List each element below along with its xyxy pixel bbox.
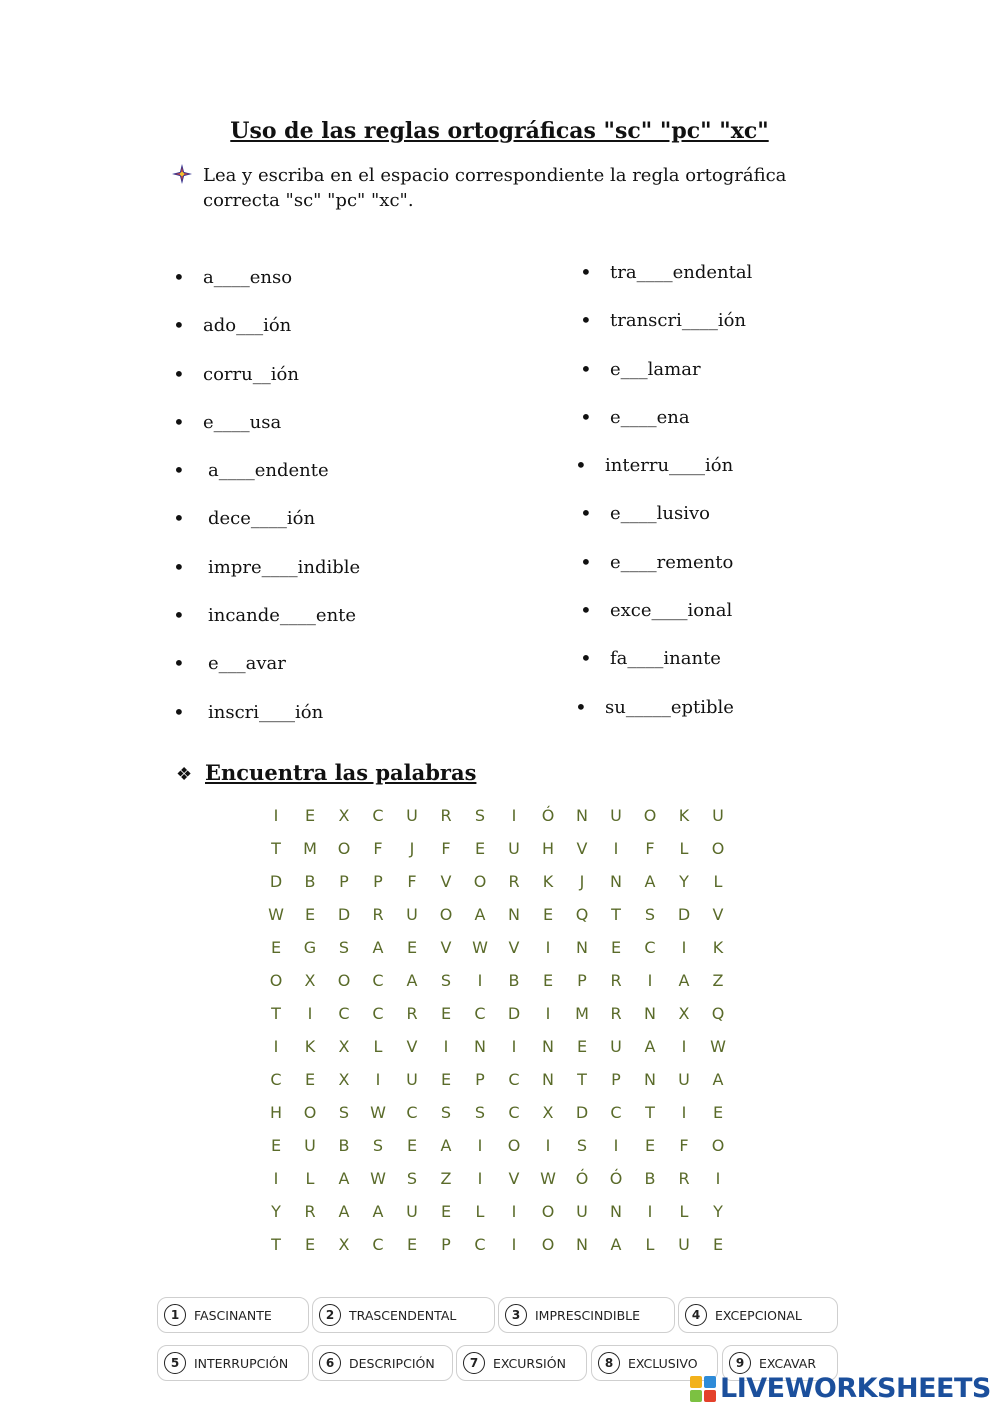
word-list-item <box>678 1297 838 1333</box>
grid-letter[interactable]: Ó <box>575 1169 589 1188</box>
grid-row <box>259 799 735 832</box>
grid-letter[interactable]: I <box>647 1202 653 1221</box>
grid-letter[interactable]: R <box>508 872 520 891</box>
grid-letter[interactable]: E <box>610 938 622 957</box>
grid-letter[interactable]: U <box>406 1202 418 1221</box>
grid-letter[interactable]: I <box>477 1169 483 1188</box>
grid-letter[interactable]: O <box>643 806 657 825</box>
grid-row <box>259 865 735 898</box>
grid-letter[interactable]: B <box>644 1169 656 1188</box>
grid-letter[interactable]: P <box>577 971 587 990</box>
fill-in-word[interactable]: • e____lusivo <box>610 503 752 551</box>
word-label: EXCEPCIONAL <box>715 1307 802 1323</box>
grid-letter[interactable]: I <box>477 1136 483 1155</box>
fill-in-word[interactable]: • ado___ión <box>203 315 360 363</box>
word-label: EXCURSIÓN <box>493 1355 566 1371</box>
grid-letter[interactable]: T <box>611 905 621 924</box>
grid-letter[interactable]: A <box>372 938 384 957</box>
grid-letter[interactable]: S <box>338 1103 350 1122</box>
grid-letter[interactable]: O <box>337 971 351 990</box>
grid-letter[interactable]: A <box>406 971 418 990</box>
grid-letter[interactable]: I <box>681 1037 687 1056</box>
grid-letter[interactable]: E <box>542 971 554 990</box>
grid-letter[interactable]: U <box>712 806 724 825</box>
grid-letter[interactable]: L <box>713 872 723 891</box>
word-number: 9 <box>729 1352 751 1374</box>
grid-letter[interactable]: R <box>610 1004 622 1023</box>
grid-letter[interactable]: E <box>304 1235 316 1254</box>
grid-letter[interactable]: U <box>508 839 520 858</box>
fill-in-word[interactable]: • e___avar <box>203 653 360 701</box>
section-title: Encuentra las palabras <box>205 760 477 785</box>
grid-letter[interactable]: I <box>681 938 687 957</box>
grid-letter[interactable]: X <box>338 806 350 825</box>
grid-letter[interactable]: W <box>472 938 488 957</box>
grid-letter[interactable]: P <box>611 1070 621 1089</box>
grid-letter[interactable]: I <box>681 1103 687 1122</box>
grid-letter[interactable]: V <box>576 839 588 858</box>
fill-in-word[interactable]: • a____enso <box>203 267 360 315</box>
grid-letter[interactable]: C <box>372 1235 384 1254</box>
grid-letter[interactable]: D <box>575 1103 589 1122</box>
grid-letter[interactable]: U <box>406 905 418 924</box>
word-number: 3 <box>505 1304 527 1326</box>
grid-letter[interactable]: I <box>613 1136 619 1155</box>
grid-letter[interactable]: U <box>576 1202 588 1221</box>
grid-letter[interactable]: C <box>338 1004 350 1023</box>
grid-letter[interactable]: L <box>645 1235 655 1254</box>
left-word-list <box>203 267 360 750</box>
word-number: 4 <box>685 1304 707 1326</box>
grid-letter[interactable]: J <box>409 839 415 858</box>
grid-letter[interactable]: A <box>440 1136 452 1155</box>
grid-letter[interactable]: N <box>610 1202 622 1221</box>
grid-letter[interactable]: F <box>407 872 417 891</box>
grid-letter[interactable]: W <box>370 1103 386 1122</box>
grid-letter[interactable]: O <box>711 1136 725 1155</box>
grid-letter[interactable]: E <box>712 1235 724 1254</box>
grid-letter[interactable]: I <box>511 1202 517 1221</box>
grid-letter[interactable]: K <box>304 1037 316 1056</box>
sparkle-bullet-icon <box>172 164 192 184</box>
grid-letter[interactable]: R <box>304 1202 316 1221</box>
grid-letter[interactable]: F <box>441 839 451 858</box>
fill-in-word[interactable]: • e____remento <box>610 552 752 600</box>
word-number: 7 <box>463 1352 485 1374</box>
grid-letter[interactable]: O <box>541 1235 555 1254</box>
grid-letter[interactable]: V <box>508 938 520 957</box>
logo-block <box>690 1390 702 1402</box>
fill-in-word[interactable]: • tra____endental <box>610 262 752 310</box>
grid-letter[interactable]: M <box>575 1004 589 1023</box>
grid-letter[interactable]: H <box>269 1103 283 1122</box>
grid-letter[interactable]: L <box>679 839 689 858</box>
grid-letter[interactable]: U <box>610 806 622 825</box>
grid-letter[interactable]: A <box>372 1202 384 1221</box>
word-label: EXCAVAR <box>759 1355 817 1371</box>
grid-letter[interactable]: I <box>545 1004 551 1023</box>
grid-letter[interactable]: C <box>372 1004 384 1023</box>
grid-letter[interactable]: B <box>508 971 520 990</box>
grid-letter[interactable]: E <box>542 905 554 924</box>
grid-letter[interactable]: S <box>440 971 452 990</box>
grid-letter[interactable]: I <box>273 1037 279 1056</box>
grid-row <box>259 898 735 931</box>
grid-letter[interactable]: P <box>441 1235 451 1254</box>
grid-letter[interactable]: D <box>337 905 351 924</box>
grid-letter[interactable]: I <box>545 1136 551 1155</box>
grid-letter[interactable]: J <box>579 872 585 891</box>
grid-row <box>259 1030 735 1063</box>
grid-letter[interactable]: E <box>440 1202 452 1221</box>
grid-letter[interactable]: P <box>475 1070 485 1089</box>
grid-letter[interactable]: S <box>474 806 486 825</box>
grid-letter[interactable]: C <box>644 938 656 957</box>
grid-letter[interactable]: W <box>370 1169 386 1188</box>
grid-letter[interactable]: I <box>375 1070 381 1089</box>
grid-letter[interactable]: P <box>373 872 383 891</box>
page-title: Uso de las reglas ortográficas "sc" "pc" "xc" <box>230 118 769 144</box>
grid-letter[interactable]: Y <box>271 1202 281 1221</box>
diamond-bullet-icon: ❖ <box>176 764 193 785</box>
grid-row <box>259 964 735 997</box>
grid-letter[interactable]: R <box>678 1169 690 1188</box>
grid-row <box>259 832 735 865</box>
grid-row <box>259 1195 735 1228</box>
grid-letter[interactable]: R <box>406 1004 418 1023</box>
grid-letter[interactable]: E <box>304 905 316 924</box>
grid-letter[interactable]: E <box>406 938 418 957</box>
grid-letter[interactable]: F <box>645 839 655 858</box>
grid-letter[interactable]: L <box>373 1037 383 1056</box>
word-label: TRASCENDENTAL <box>349 1307 457 1323</box>
grid-letter[interactable]: I <box>477 971 483 990</box>
grid-letter[interactable]: E <box>474 839 486 858</box>
grid-letter[interactable]: O <box>439 905 453 924</box>
grid-letter[interactable]: E <box>440 1070 452 1089</box>
grid-letter[interactable]: C <box>474 1235 486 1254</box>
grid-letter[interactable]: Z <box>712 971 724 990</box>
grid-letter[interactable]: X <box>338 1070 350 1089</box>
grid-letter[interactable]: X <box>678 1004 690 1023</box>
grid-letter[interactable]: O <box>711 839 725 858</box>
fill-in-word[interactable]: • exce____ional <box>610 600 752 648</box>
fill-in-word[interactable]: • a____endente <box>203 460 360 508</box>
grid-letter[interactable]: Y <box>679 872 689 891</box>
grid-letter[interactable]: E <box>440 1004 452 1023</box>
word-list-item <box>498 1297 675 1333</box>
fill-in-word[interactable]: • inscri____ión <box>203 702 360 750</box>
grid-letter[interactable]: O <box>303 1103 317 1122</box>
grid-letter[interactable]: D <box>269 872 283 891</box>
grid-letter[interactable]: O <box>269 971 283 990</box>
grid-letter[interactable]: A <box>644 1037 656 1056</box>
grid-row <box>259 1129 735 1162</box>
grid-row <box>259 1096 735 1129</box>
fill-in-word[interactable]: • e___lamar <box>610 359 752 407</box>
grid-letter[interactable]: N <box>508 905 520 924</box>
grid-letter[interactable]: H <box>541 839 555 858</box>
grid-letter[interactable]: N <box>576 806 588 825</box>
word-label: EXCLUSIVO <box>628 1355 698 1371</box>
grid-letter[interactable]: U <box>406 1070 418 1089</box>
fill-in-word[interactable]: • transcri____ión <box>610 310 752 358</box>
grid-letter[interactable]: E <box>270 938 282 957</box>
grid-letter[interactable]: E <box>304 1070 316 1089</box>
word-search-grid[interactable] <box>259 799 735 1261</box>
grid-letter[interactable]: N <box>644 1004 656 1023</box>
grid-letter[interactable]: Q <box>575 905 589 924</box>
grid-letter[interactable]: O <box>541 1202 555 1221</box>
grid-letter[interactable]: Ó <box>609 1169 623 1188</box>
grid-letter[interactable]: A <box>644 872 656 891</box>
grid-letter[interactable]: B <box>304 872 316 891</box>
fill-in-word[interactable]: • su_____eptible <box>605 697 752 745</box>
grid-letter[interactable]: C <box>474 1004 486 1023</box>
grid-letter[interactable]: C <box>508 1103 520 1122</box>
grid-letter[interactable]: X <box>542 1103 554 1122</box>
grid-letter[interactable]: L <box>475 1202 485 1221</box>
grid-letter[interactable]: B <box>338 1136 350 1155</box>
grid-letter[interactable]: E <box>270 1136 282 1155</box>
grid-letter[interactable]: I <box>511 1235 517 1254</box>
grid-letter[interactable]: W <box>268 905 284 924</box>
grid-letter[interactable]: I <box>647 971 653 990</box>
fill-in-word[interactable]: • e____ena <box>610 407 752 455</box>
grid-letter[interactable]: A <box>610 1235 622 1254</box>
grid-letter[interactable]: R <box>440 806 452 825</box>
logo-block <box>704 1390 716 1402</box>
grid-row <box>259 931 735 964</box>
grid-letter[interactable]: I <box>511 806 517 825</box>
grid-letter[interactable]: N <box>542 1070 554 1089</box>
grid-row <box>259 1228 735 1261</box>
grid-letter[interactable]: X <box>338 1235 350 1254</box>
grid-letter[interactable]: S <box>644 905 656 924</box>
grid-letter[interactable]: X <box>304 971 316 990</box>
grid-letter[interactable]: Z <box>440 1169 452 1188</box>
grid-letter[interactable]: F <box>679 1136 689 1155</box>
grid-letter[interactable]: S <box>372 1136 384 1155</box>
grid-letter[interactable]: V <box>508 1169 520 1188</box>
grid-letter[interactable]: Ó <box>541 806 555 825</box>
grid-letter[interactable]: E <box>406 1235 418 1254</box>
grid-letter[interactable]: M <box>303 839 317 858</box>
grid-letter[interactable]: P <box>339 872 349 891</box>
grid-row <box>259 1063 735 1096</box>
grid-letter[interactable]: C <box>610 1103 622 1122</box>
grid-letter[interactable]: O <box>507 1136 521 1155</box>
grid-letter[interactable]: E <box>576 1037 588 1056</box>
grid-letter[interactable]: E <box>712 1103 724 1122</box>
grid-letter[interactable]: R <box>372 905 384 924</box>
word-number: 5 <box>164 1352 186 1374</box>
grid-row <box>259 997 735 1030</box>
word-list-item <box>312 1297 495 1333</box>
grid-letter[interactable]: C <box>508 1070 520 1089</box>
grid-letter[interactable]: V <box>440 938 452 957</box>
grid-letter[interactable]: A <box>712 1070 724 1089</box>
word-list-item <box>157 1297 309 1333</box>
grid-letter[interactable]: A <box>338 1202 350 1221</box>
grid-letter[interactable]: O <box>337 839 351 858</box>
grid-letter[interactable]: S <box>576 1136 588 1155</box>
grid-letter[interactable]: C <box>406 1103 418 1122</box>
word-number: 1 <box>164 1304 186 1326</box>
grid-letter[interactable]: A <box>338 1169 350 1188</box>
grid-letter[interactable]: V <box>406 1037 418 1056</box>
grid-letter[interactable]: U <box>678 1070 690 1089</box>
grid-letter[interactable]: T <box>271 1004 281 1023</box>
logo-text: LIVEWORKSHEETS <box>720 1373 991 1404</box>
grid-letter[interactable]: V <box>440 872 452 891</box>
grid-letter[interactable]: U <box>610 1037 622 1056</box>
logo-block <box>704 1376 716 1388</box>
grid-letter[interactable]: E <box>644 1136 656 1155</box>
grid-letter[interactable]: Y <box>713 1202 723 1221</box>
grid-letter[interactable]: I <box>443 1037 449 1056</box>
grid-letter[interactable]: V <box>712 905 724 924</box>
logo-block <box>690 1376 702 1388</box>
grid-letter[interactable]: N <box>542 1037 554 1056</box>
grid-letter[interactable]: I <box>511 1037 517 1056</box>
grid-letter[interactable]: N <box>610 872 622 891</box>
grid-letter[interactable]: A <box>474 905 486 924</box>
right-word-list <box>605 262 753 745</box>
fill-in-word[interactable]: • fa____inante <box>610 648 752 696</box>
grid-letter[interactable]: K <box>712 938 724 957</box>
grid-letter[interactable]: I <box>273 1169 279 1188</box>
instruction-text: Lea y escriba en el espacio correspondiente la regla ortográfica correcta "sc" "pc" "xc". <box>203 165 787 211</box>
grid-letter[interactable]: O <box>473 872 487 891</box>
grid-letter[interactable]: X <box>338 1037 350 1056</box>
fill-in-word[interactable]: • incande____ente <box>203 605 360 653</box>
grid-letter[interactable]: N <box>474 1037 486 1056</box>
grid-letter[interactable]: L <box>679 1202 689 1221</box>
word-number: 2 <box>319 1304 341 1326</box>
fill-in-word[interactable]: • corru__ión <box>203 364 360 412</box>
grid-letter[interactable]: N <box>644 1070 656 1089</box>
word-label: FASCINANTE <box>194 1307 272 1323</box>
grid-letter[interactable]: S <box>406 1169 418 1188</box>
grid-letter[interactable]: S <box>440 1103 452 1122</box>
grid-letter[interactable]: K <box>678 806 690 825</box>
grid-letter[interactable]: T <box>645 1103 655 1122</box>
grid-letter[interactable]: I <box>715 1169 721 1188</box>
logo-blocks-icon <box>690 1376 716 1402</box>
word-label: IMPRESCINDIBLE <box>535 1307 641 1323</box>
grid-letter[interactable]: I <box>273 806 279 825</box>
grid-letter[interactable]: W <box>710 1037 726 1056</box>
grid-letter[interactable]: N <box>576 1235 588 1254</box>
grid-letter[interactable]: D <box>507 1004 521 1023</box>
grid-letter[interactable]: C <box>372 971 384 990</box>
fill-in-word[interactable]: • impre____indible <box>203 557 360 605</box>
grid-row <box>259 1162 735 1195</box>
grid-letter[interactable]: E <box>406 1136 418 1155</box>
grid-letter[interactable]: T <box>271 1235 281 1254</box>
word-list-item <box>157 1345 309 1381</box>
fill-in-word[interactable]: • e____usa <box>203 412 360 460</box>
grid-letter[interactable]: A <box>678 971 690 990</box>
grid-letter[interactable]: D <box>677 905 691 924</box>
grid-letter[interactable]: Q <box>711 1004 725 1023</box>
grid-letter[interactable]: W <box>540 1169 556 1188</box>
grid-letter[interactable]: I <box>613 839 619 858</box>
grid-letter[interactable]: U <box>406 806 418 825</box>
grid-letter[interactable]: L <box>305 1169 315 1188</box>
grid-letter[interactable]: U <box>304 1136 316 1155</box>
liveworksheets-logo <box>690 1373 991 1404</box>
fill-in-word[interactable]: • interru____ión <box>605 455 752 503</box>
grid-letter[interactable]: T <box>577 1070 587 1089</box>
grid-letter[interactable]: U <box>678 1235 690 1254</box>
grid-letter[interactable]: K <box>542 872 554 891</box>
grid-letter[interactable]: T <box>271 839 281 858</box>
grid-letter[interactable]: F <box>373 839 383 858</box>
word-label: INTERRUPCIÓN <box>194 1355 289 1371</box>
grid-letter[interactable]: S <box>338 938 350 957</box>
grid-letter[interactable]: I <box>307 1004 313 1023</box>
grid-letter[interactable]: S <box>474 1103 486 1122</box>
grid-letter[interactable]: I <box>545 938 551 957</box>
grid-letter[interactable]: C <box>372 806 384 825</box>
grid-letter[interactable]: R <box>610 971 622 990</box>
word-list-item <box>456 1345 587 1381</box>
grid-letter[interactable]: N <box>576 938 588 957</box>
word-list-item <box>312 1345 453 1381</box>
word-number: 8 <box>598 1352 620 1374</box>
grid-letter[interactable]: C <box>270 1070 282 1089</box>
grid-letter[interactable]: G <box>303 938 317 957</box>
fill-in-word[interactable]: • dece____ión <box>203 508 360 556</box>
word-number: 6 <box>319 1352 341 1374</box>
word-label: DESCRIPCIÓN <box>349 1355 435 1371</box>
grid-letter[interactable]: E <box>304 806 316 825</box>
